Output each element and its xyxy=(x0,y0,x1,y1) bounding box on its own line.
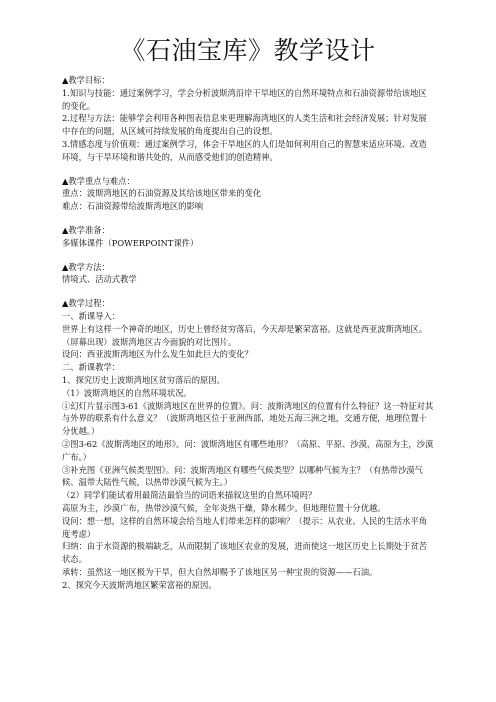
section-focus xyxy=(62,175,434,213)
paragraph: （2）同学们能试着用最简洁最恰当的词语来描叙这里的自然环境吗？ xyxy=(62,490,317,501)
paragraph: （1）波斯湾地区的自然环境状况。 xyxy=(62,387,192,398)
paragraph: 归纳：由于水资源的极端缺乏，从而限制了该地区农业的发展，进而使这一地区历史上长期处于贫苦状态。 xyxy=(62,541,428,565)
paragraph: 设问：想一想，这样的自然环境会给当地人们带来怎样的影响？（提示：从农业、人民的生活水平角度考虑） xyxy=(62,515,428,539)
section-process xyxy=(62,297,434,591)
section-goals xyxy=(62,74,434,164)
paragraph: 二、新课教学： xyxy=(62,362,121,373)
paragraph: 难点：石油资源带给波斯湾地区的影响 xyxy=(62,201,204,212)
paragraph: 1、探究历史上波斯湾地区贫穷落后的原因。 xyxy=(62,374,225,385)
paragraph: 情境式、活动式教学 xyxy=(62,274,137,285)
document-title: 《石油宝库》教学设计 xyxy=(120,36,376,65)
paragraph: ①幻灯片显示图3-61《波斯湾地区在世界的位置》。问：波斯湾地区的位置有什么特征？这一特征对其与外界的联系有什么意义？（波斯湾地区位于亚洲西部，地处五海三洲之地，交通方便，地理位置十分优越。） xyxy=(62,400,434,437)
section-heading: ▲教学准备： xyxy=(62,224,110,235)
section-prep xyxy=(62,224,434,250)
paragraph: 多媒体课件（POWERPOINT课件） xyxy=(62,237,199,248)
paragraph: 2.过程与方法：能够学会利用各种图表信息来更理解海湾地区的人类生活和社会经济发展；针对发展中存在的问题，从区域可持续发展的角度提出自己的设想。 xyxy=(62,113,427,137)
paragraph: 设问：西亚波斯湾地区为什么发生如此巨大的变化？ xyxy=(62,349,253,360)
section-gap xyxy=(62,250,434,261)
paragraph: ②图3-62《波斯湾地区的地形》。问：波斯湾地区有哪些地形？（高原、平原、沙漠，高原为主，沙漠广布。） xyxy=(62,438,434,462)
paragraph: 一、新课导入： xyxy=(62,310,121,321)
paragraph: ③补充图《亚洲气候类型图》。问：波斯湾地区有哪些气候类型？以哪种气候为主？（有热带沙漠气候、温带大陆性气候，以热带沙漠气候为主。） xyxy=(62,464,423,488)
document-body xyxy=(62,74,434,591)
section-gap xyxy=(62,164,434,175)
paragraph: 3.情感态度与价值观：通过案例学习，体会干旱地区的人们是如何利用自己的智慧来适应环境、改造环境，与干旱环境和谐共处的，从而感受他们的创造精神。 xyxy=(62,138,427,162)
section-gap xyxy=(62,286,434,297)
section-gap xyxy=(62,213,434,224)
paragraph: 承转：虽然这一地区极为干旱，但大自然却赐予了该地区另一种宝贵的资源——石油。 xyxy=(62,566,378,577)
paragraph: 世界上有这样一个神奇的地区，历史上曾经贫穷落后，今天却是繁荣富裕。这就是西亚波斯湾地区。（屏幕出现）波斯湾地区古今面貌的对比图片。 xyxy=(62,323,428,347)
paragraph: 2、探究今天波斯湾地区繁荣富裕的原因。 xyxy=(62,579,217,590)
section-method xyxy=(62,261,434,287)
paragraph: 高原为主，沙漠广布，热带沙漠气候，全年炎热干燥，降水稀少。但地理位置十分优越。 xyxy=(62,502,386,513)
paragraph: 1.知识与技能：通过案例学习，学会分析波斯湾沿岸干旱地区的自然环境特点和石油资源带给该地区的变化。 xyxy=(62,87,427,111)
paragraph: 重点：波斯湾地区的石油资源及其给该地区带来的变化 xyxy=(62,188,262,199)
section-heading: ▲教学重点与难点： xyxy=(62,175,135,186)
section-heading: ▲教学过程： xyxy=(62,298,110,309)
section-heading: ▲教学方法： xyxy=(62,261,110,272)
document-page xyxy=(62,34,434,591)
section-heading: ▲教学目标： xyxy=(62,75,110,85)
